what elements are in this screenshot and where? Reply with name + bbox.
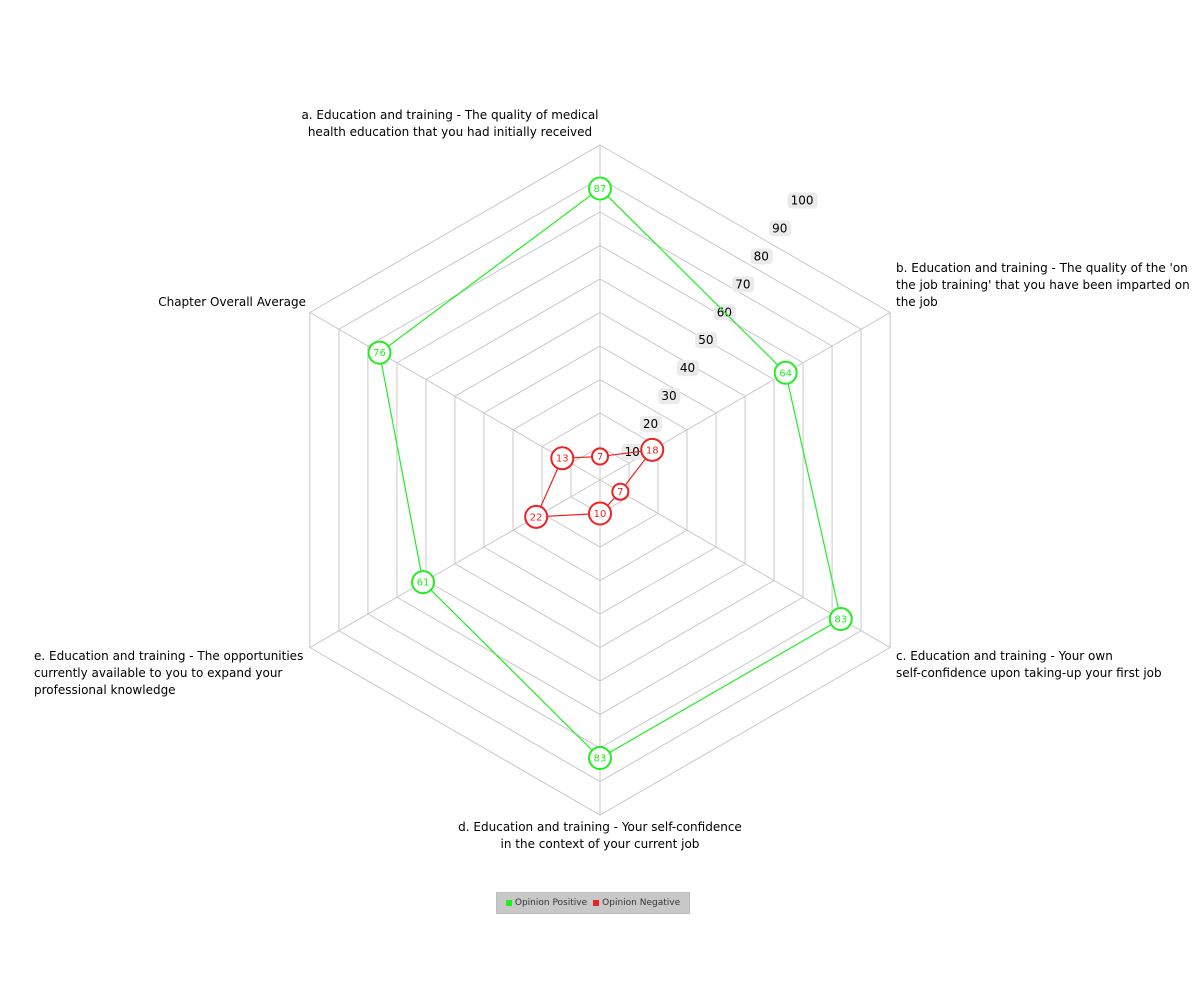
- axis-label-b-line-2: the job training' that you have been imparted on: [896, 278, 1190, 292]
- axis-label-a-line-2: health education that you had initially received: [307, 125, 593, 139]
- data-label-negative-b: 18: [645, 445, 659, 457]
- axis-label-c-line-2: self-confidence upon taking-up your first job: [896, 666, 1162, 680]
- legend-item-positive[interactable]: [506, 898, 587, 908]
- tick-label-40: 40: [679, 361, 696, 376]
- axis-label-overall-average: [6, 294, 306, 311]
- axis-label-c: [896, 648, 1196, 682]
- tick-label-70: 70: [735, 277, 751, 292]
- data-label-negative-e: 22: [529, 512, 543, 524]
- legend-swatch-negative: [593, 900, 599, 906]
- radar-grid: [310, 145, 890, 815]
- tick-label-100: 100: [790, 193, 814, 208]
- axis-label-e: [34, 648, 309, 699]
- data-label-positive-b: 64: [779, 368, 793, 380]
- data-label-positive-f: 76: [373, 348, 386, 360]
- data-label-negative-a: 7: [596, 452, 604, 464]
- data-label-positive-d: 83: [593, 753, 607, 765]
- legend: [496, 892, 690, 914]
- axis-label-b-line-1: b. Education and training - The quality of the 'on: [896, 261, 1188, 275]
- axis-label-d-line-1: d. Education and training - Your self-confidence: [458, 820, 742, 834]
- series-layer: [369, 178, 852, 770]
- legend-label-positive: Opinion Positive: [514, 898, 588, 908]
- tick-label-50: 50: [698, 333, 714, 348]
- tick-label-10: 10: [624, 445, 640, 460]
- axis-label-overall-average-text: Chapter Overall Average: [158, 295, 306, 309]
- data-label-negative-f: 13: [555, 453, 569, 465]
- data-label-negative-d: 10: [593, 509, 607, 520]
- axis-label-d-line-2: in the context of your current job: [500, 837, 700, 851]
- data-label-negative-c: 7: [617, 487, 624, 499]
- tick-label-20: 20: [642, 417, 659, 432]
- axis-label-e-line-3: professional knowledge: [34, 683, 176, 697]
- tick-label-30: 30: [661, 389, 677, 404]
- axis-label-e-line-1: e. Education and training - The opportunities: [34, 649, 304, 663]
- data-label-positive-c: 83: [834, 614, 848, 626]
- radial-tick-labels: [621, 192, 817, 460]
- axis-label-b-line-3: the job: [896, 295, 938, 309]
- axis-label-c-line-1: c. Education and training - Your own: [896, 649, 1113, 663]
- legend-swatch-positive: [506, 900, 512, 906]
- data-label-positive-a: 87: [593, 184, 607, 196]
- data-label-positive-e: 61: [416, 577, 430, 589]
- legend-item-negative[interactable]: [593, 898, 680, 908]
- axis-label-e-line-2: currently available to you to expand your: [34, 666, 283, 680]
- tick-label-60: 60: [716, 305, 733, 320]
- axis-label-a: [300, 107, 600, 141]
- legend-label-negative: Opinion Negative: [602, 898, 681, 908]
- axis-label-a-line-1: a. Education and training - The quality of medical: [301, 108, 599, 122]
- axis-label-b: [896, 260, 1196, 311]
- tick-label-90: 90: [772, 221, 788, 236]
- axis-label-d: [450, 819, 750, 853]
- tick-label-80: 80: [753, 249, 769, 264]
- series-line-positive: [380, 189, 841, 759]
